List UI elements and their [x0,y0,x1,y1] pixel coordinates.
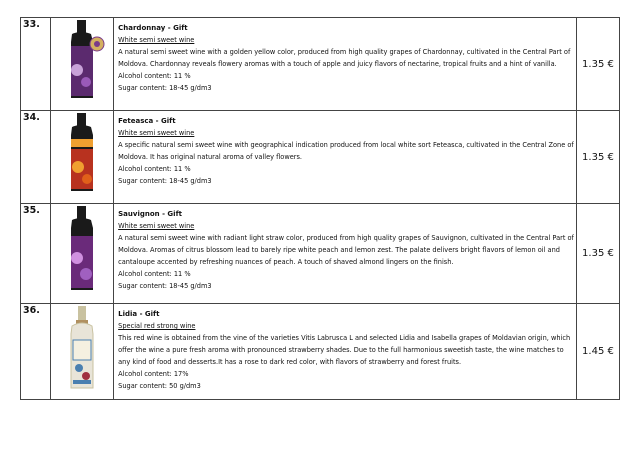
item-price: 1.35 € [576,204,619,304]
item-description-cell [114,18,577,111]
wine-description: A natural semi sweet wine with a golden yellow color, produced from high quality grapes of Chardonnay, cultivated in the Central Part of Moldova. Chardonnay reveals flowery aromas with a touch of apple and juicy flavors of nectarine, tropical fruits and a hint of vanilla. [118,48,571,68]
item-price: 1.45 € [576,304,619,400]
wine-name: Chardonnay - Gift [118,24,188,32]
wine-name: Lidia - Gift [118,310,160,318]
wine-catalog-table [20,17,620,400]
wine-bottle-image [59,306,105,390]
wine-description: A natural semi sweet wine with radiant light straw color, produced from high quality grapes of Sauvignon, cultivated in the Central Part of Moldova. Aromas of citrus blossom lead to barely ripe white peach and lemon zest. The palate delivers bright flavors of lemon oil and cantaloupe accented by refreshing nuances of peach. A touch of shaved almond lingers on the finish. [118,234,574,266]
item-description-cell [114,204,577,304]
bottle-image-cell [51,111,114,204]
sugar-content: Sugar content: 18-45 g/dm3 [118,282,212,290]
alcohol-content: Alcohol content: 11 % [118,270,191,278]
item-number: 34. [21,111,51,204]
table-row [21,304,620,400]
wine-name: Sauvignon - Gift [118,210,182,218]
bottle-image-cell [51,204,114,304]
wine-description: A specific natural semi sweet wine with geographical indication produced from local white sort Feteasca, cultivated in the Central Zone of Moldova. It has original natural aroma of valley flowers. [118,141,574,161]
bottle-image-cell [51,304,114,400]
alcohol-content: Alcohol content: 11 % [118,165,191,173]
wine-type: Special red strong wine [118,322,196,330]
alcohol-content: Alcohol content: 17% [118,370,189,378]
wine-bottle-image [59,20,105,100]
wine-name: Feteasca - Gift [118,117,176,125]
item-price: 1.35 € [576,111,619,204]
item-number: 36. [21,304,51,400]
wine-description: This red wine is obtained from the vine of the varieties Vitis Labrusca L and selected Lidia and Isabella grapes of Moldavian origin, which offer the wine a pure fresh aroma with pronounced strawberry shades. Due to the full harmonious sweetish taste, the wine matches to any kind of food and desserts.It has a rose to dark red color, with flavors of strawberry and forest fruits. [118,334,571,366]
wine-bottle-image [59,206,105,292]
table-row [21,111,620,204]
item-description-cell [114,304,577,400]
bottle-image-cell [51,18,114,111]
item-number: 35. [21,204,51,304]
table-row [21,18,620,111]
item-description-cell [114,111,577,204]
wine-bottle-image [59,113,105,193]
sugar-content: Sugar content: 50 g/dm3 [118,382,201,390]
sugar-content: Sugar content: 18-45 g/dm3 [118,177,212,185]
item-number: 33. [21,18,51,111]
wine-type: White semi sweet wine [118,222,195,230]
alcohol-content: Alcohol content: 11 % [118,72,191,80]
wine-type: White semi sweet wine [118,129,195,137]
sugar-content: Sugar content: 18-45 g/dm3 [118,84,212,92]
wine-type: White semi sweet wine [118,36,195,44]
table-row [21,204,620,304]
item-price: 1.35 € [576,18,619,111]
